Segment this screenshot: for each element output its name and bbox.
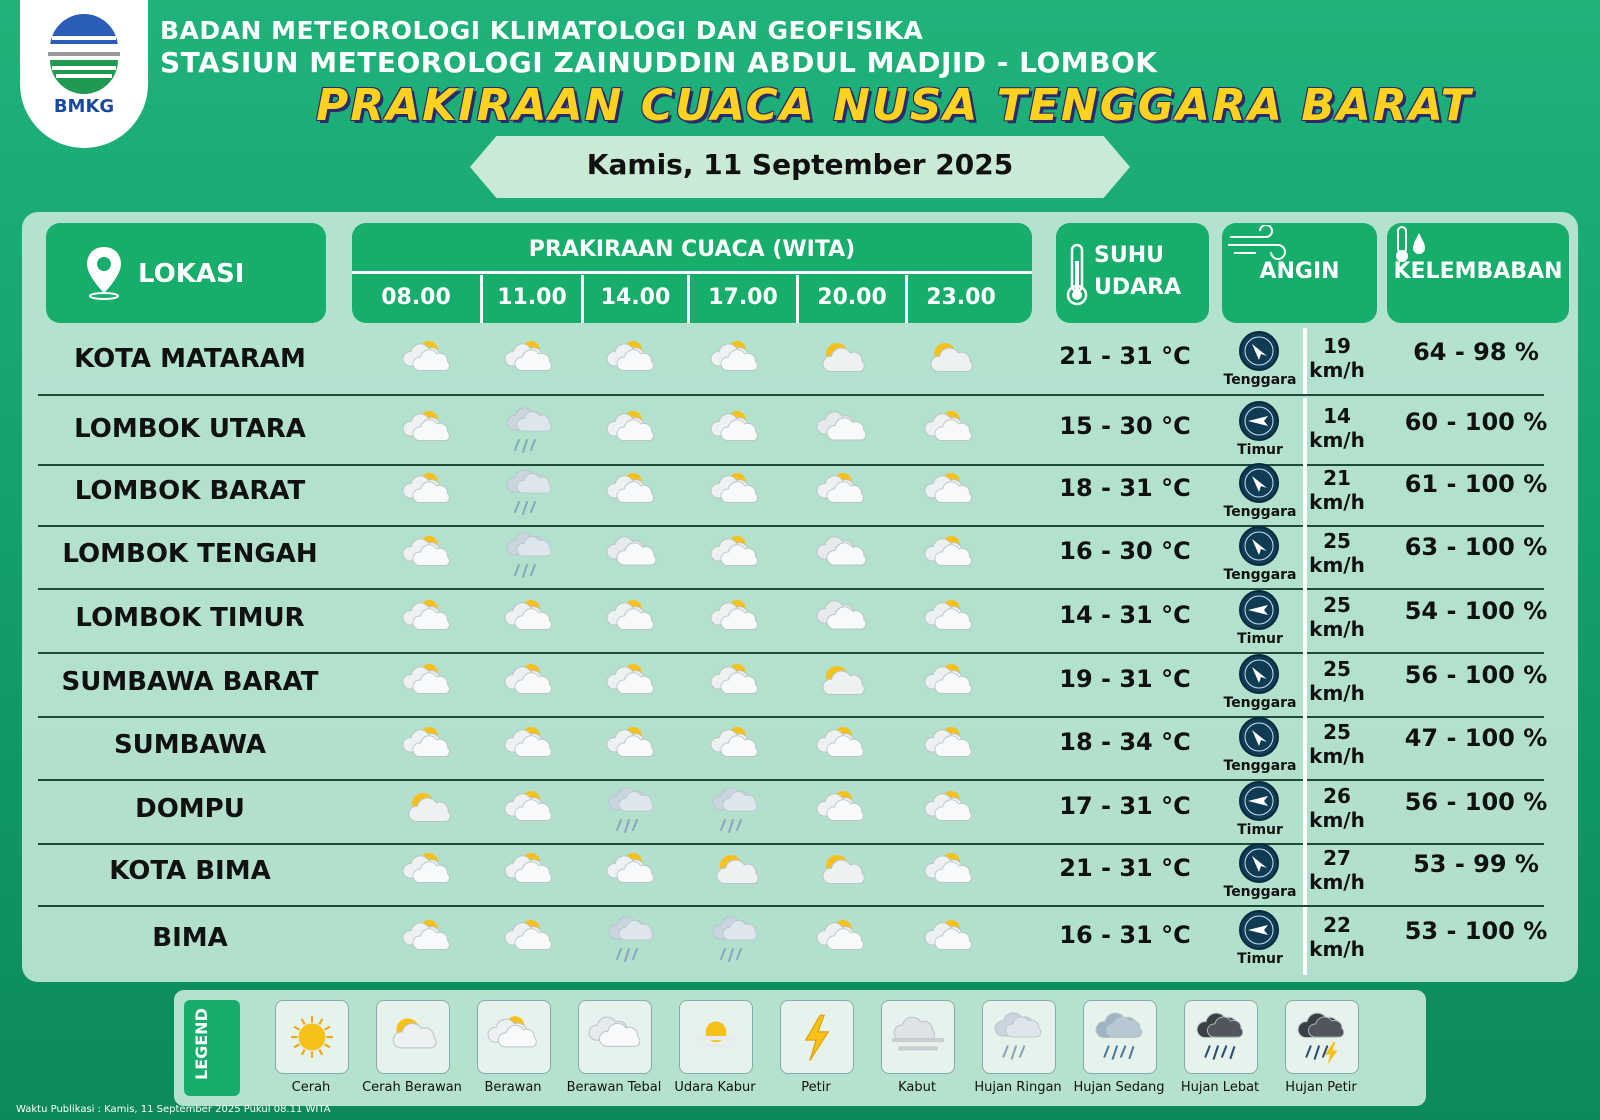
row-humidity: 61 - 100 %: [1404, 470, 1548, 498]
row-wind-unit: km/h: [1309, 553, 1365, 577]
cerah-berawan-icon: [400, 786, 456, 840]
berawan-icon: [814, 786, 870, 840]
row-wind-direction: Tenggara: [1223, 758, 1297, 774]
row-humidity: 56 - 100 %: [1404, 788, 1548, 816]
row-humidity: 53 - 100 %: [1404, 917, 1548, 945]
row-temperature: 21 - 31 °C: [1059, 854, 1191, 882]
forecast-title: PRAKIRAAN CUACA (WITA): [528, 237, 856, 262]
legend-item-label: Berawan: [484, 1080, 542, 1095]
legend-item-label: Hujan Sedang: [1073, 1080, 1165, 1095]
agency-name: BADAN METEOROLOGI KLIMATOLOGI DAN GEOFISIKA: [160, 16, 924, 45]
berawan-icon: [502, 915, 558, 969]
row-wind-unit: km/h: [1309, 808, 1365, 832]
compass-icon: [1238, 400, 1280, 446]
page-title: PRAKIRAAN CUACA NUSA TENGGARA BARAT: [316, 80, 1473, 131]
legend-item-label: Cerah: [291, 1080, 331, 1095]
berawan-icon: [708, 468, 764, 522]
berawan-icon: [922, 468, 978, 522]
berawan-icon: [400, 595, 456, 649]
berawan-icon: [502, 786, 558, 840]
legend-item-label: Cerah Berawan: [362, 1080, 462, 1095]
row-divider: [38, 716, 1544, 718]
berawan-icon: [502, 336, 558, 390]
location-pin-icon: [84, 245, 124, 301]
kelembaban-label: KELEMBABAN: [1393, 259, 1563, 284]
row-divider: [38, 525, 1544, 527]
row-location: BIMA: [152, 923, 228, 953]
cerah-icon: [275, 1000, 349, 1074]
hujan-petir-icon: [1285, 1000, 1359, 1074]
header-lokasi: [46, 223, 326, 323]
hujan-ringan-icon: [708, 786, 764, 840]
berawan-tebal-icon: [604, 531, 660, 585]
berawan-icon: [814, 915, 870, 969]
berawan-icon: [477, 1000, 551, 1074]
row-wind-speed: 25: [1323, 529, 1351, 553]
berawan-icon: [708, 595, 764, 649]
header-kelembaban: [1387, 223, 1569, 323]
row-humidity: 63 - 100 %: [1404, 533, 1548, 561]
berawan-icon: [400, 659, 456, 713]
row-temperature: 19 - 31 °C: [1059, 665, 1191, 693]
row-wind-speed: 14: [1323, 404, 1351, 428]
row-wind-speed: 26: [1323, 784, 1351, 808]
berawan-tebal-icon: [814, 531, 870, 585]
compass-icon: [1238, 909, 1280, 955]
hujan-ringan-icon: [708, 915, 764, 969]
row-temperature: 17 - 31 °C: [1059, 792, 1191, 820]
time-slot: 11.00: [497, 285, 567, 310]
berawan-icon: [604, 722, 660, 776]
row-wind-speed: 22: [1323, 913, 1351, 937]
berawan-icon: [604, 406, 660, 460]
berawan-icon: [708, 531, 764, 585]
row-divider: [38, 652, 1544, 654]
compass-icon: [1238, 330, 1280, 376]
berawan-icon: [400, 848, 456, 902]
hujan-sedang-icon: [1083, 1000, 1157, 1074]
time-slot: 20.00: [817, 285, 887, 310]
berawan-tebal-icon: [578, 1000, 652, 1074]
station-name: STASIUN METEOROLOGI ZAINUDDIN ABDUL MADJID - LOMBOK: [160, 46, 1158, 79]
legend-item-label: Hujan Petir: [1285, 1080, 1357, 1095]
row-wind-direction: Timur: [1237, 442, 1283, 458]
row-humidity: 53 - 99 %: [1413, 850, 1539, 878]
row-wind-unit: km/h: [1309, 744, 1365, 768]
hujan-ringan-icon: [604, 915, 660, 969]
row-temperature: 18 - 34 °C: [1059, 728, 1191, 756]
compass-icon: [1238, 462, 1280, 508]
row-location: LOMBOK TIMUR: [75, 603, 305, 633]
berawan-icon: [922, 531, 978, 585]
header-forecast: [352, 223, 1032, 323]
row-wind-direction: Tenggara: [1223, 695, 1297, 711]
header-angin: [1222, 223, 1377, 323]
berawan-icon: [604, 336, 660, 390]
legend-item-label: Berawan Tebal: [566, 1080, 662, 1095]
bmkg-logo: [20, 0, 148, 148]
row-temperature: 16 - 31 °C: [1059, 921, 1191, 949]
row-wind-unit: km/h: [1309, 428, 1365, 452]
berawan-icon: [400, 406, 456, 460]
compass-icon: [1238, 653, 1280, 699]
berawan-icon: [502, 848, 558, 902]
berawan-tebal-icon: [814, 406, 870, 460]
row-wind-unit: km/h: [1309, 490, 1365, 514]
cerah-berawan-icon: [922, 336, 978, 390]
berawan-icon: [814, 468, 870, 522]
legend-label: LEGEND: [192, 1008, 211, 1080]
berawan-icon: [922, 595, 978, 649]
berawan-icon: [922, 659, 978, 713]
row-location: SUMBAWA: [113, 730, 267, 760]
berawan-icon: [708, 659, 764, 713]
row-wind-speed: 21: [1323, 466, 1351, 490]
row-temperature: 16 - 30 °C: [1059, 537, 1191, 565]
berawan-icon: [922, 722, 978, 776]
wind-divider: [1303, 398, 1307, 466]
time-slot: 17.00: [708, 285, 778, 310]
petir-icon: [780, 1000, 854, 1074]
row-divider: [38, 588, 1544, 590]
row-divider: [38, 394, 1544, 396]
row-wind-speed: 27: [1323, 846, 1351, 870]
row-wind-unit: km/h: [1309, 937, 1365, 961]
row-location: LOMBOK UTARA: [74, 414, 306, 444]
time-slot: 08.00: [381, 285, 451, 310]
compass-icon: [1238, 716, 1280, 762]
compass-icon: [1238, 525, 1280, 571]
row-location: LOMBOK BARAT: [74, 476, 306, 506]
cerah-berawan-icon: [376, 1000, 450, 1074]
legend-item-label: Petir: [801, 1080, 831, 1095]
berawan-icon: [604, 468, 660, 522]
legend-item-label: Hujan Ringan: [974, 1080, 1062, 1095]
row-temperature: 18 - 31 °C: [1059, 474, 1191, 502]
suhu-label-2: UDARA: [1094, 275, 1182, 300]
row-wind-direction: Timur: [1237, 951, 1283, 967]
wind-divider: [1303, 778, 1307, 846]
berawan-tebal-icon: [814, 595, 870, 649]
berawan-icon: [922, 848, 978, 902]
wind-divider: [1303, 714, 1307, 782]
berawan-icon: [604, 659, 660, 713]
row-location: KOTA MATARAM: [74, 344, 306, 374]
wind-divider: [1303, 523, 1307, 591]
hujan-ringan-icon: [982, 1000, 1056, 1074]
kabut-icon: [881, 1000, 955, 1074]
row-divider: [38, 779, 1544, 781]
lokasi-label: LOKASI: [138, 259, 245, 289]
wind-divider: [1303, 328, 1307, 396]
cerah-berawan-icon: [814, 659, 870, 713]
row-location: LOMBOK TENGAH: [62, 539, 318, 569]
row-wind-direction: Tenggara: [1223, 884, 1297, 900]
wind-divider: [1303, 840, 1307, 908]
row-humidity: 47 - 100 %: [1404, 724, 1548, 752]
legend-tag: [184, 1000, 240, 1096]
row-divider: [38, 843, 1544, 845]
cerah-berawan-icon: [708, 848, 764, 902]
berawan-icon: [708, 722, 764, 776]
udara-kabur-icon: [679, 1000, 753, 1074]
berawan-icon: [604, 595, 660, 649]
hujan-ringan-icon: [502, 531, 558, 585]
forecast-divider: [352, 271, 1032, 274]
time-slot: 23.00: [926, 285, 996, 310]
berawan-icon: [604, 848, 660, 902]
cerah-berawan-icon: [814, 336, 870, 390]
row-wind-unit: km/h: [1309, 617, 1365, 641]
row-humidity: 54 - 100 %: [1404, 597, 1548, 625]
row-humidity: 60 - 100 %: [1404, 408, 1548, 436]
forecast-date: Kamis, 11 September 2025: [586, 148, 1014, 181]
compass-icon: [1238, 842, 1280, 888]
berawan-icon: [502, 659, 558, 713]
header-suhu: [1056, 223, 1209, 323]
hujan-ringan-icon: [502, 468, 558, 522]
angin-label: ANGIN: [1259, 259, 1340, 284]
row-wind-direction: Tenggara: [1223, 504, 1297, 520]
compass-icon: [1238, 780, 1280, 826]
row-wind-unit: km/h: [1309, 681, 1365, 705]
berawan-icon: [400, 915, 456, 969]
wind-divider: [1303, 907, 1307, 975]
hujan-lebat-icon: [1184, 1000, 1258, 1074]
row-location: DOMPU: [135, 794, 245, 824]
row-temperature: 21 - 31 °C: [1059, 342, 1191, 370]
berawan-icon: [400, 722, 456, 776]
hujan-ringan-icon: [604, 786, 660, 840]
berawan-icon: [814, 722, 870, 776]
legend-item-label: Hujan Lebat: [1180, 1080, 1260, 1095]
legend-item-label: Udara Kabur: [674, 1080, 756, 1095]
row-humidity: 56 - 100 %: [1404, 661, 1548, 689]
berawan-icon: [502, 595, 558, 649]
berawan-icon: [400, 531, 456, 585]
wind-icon: [1226, 225, 1290, 263]
bmkg-logo-icon: [44, 14, 124, 94]
hujan-ringan-icon: [502, 406, 558, 460]
row-wind-unit: km/h: [1309, 358, 1365, 382]
thermometer-icon: [1064, 243, 1090, 307]
row-wind-unit: km/h: [1309, 870, 1365, 894]
berawan-icon: [922, 786, 978, 840]
berawan-icon: [400, 336, 456, 390]
row-wind-direction: Timur: [1237, 822, 1283, 838]
berawan-icon: [922, 406, 978, 460]
berawan-icon: [922, 915, 978, 969]
row-location: KOTA BIMA: [109, 856, 271, 886]
row-wind-direction: Timur: [1237, 631, 1283, 647]
publication-time: Waktu Publikasi : Kamis, 11 September 2025 Pukul 08.11 WITA: [16, 1104, 331, 1115]
row-temperature: 14 - 31 °C: [1059, 601, 1191, 629]
row-humidity: 64 - 98 %: [1413, 338, 1539, 366]
legend-item-label: Kabut: [898, 1080, 936, 1095]
row-wind-direction: Tenggara: [1223, 372, 1297, 388]
row-temperature: 15 - 30 °C: [1059, 412, 1191, 440]
row-wind-speed: 25: [1323, 720, 1351, 744]
wind-divider: [1303, 651, 1307, 719]
berawan-icon: [502, 722, 558, 776]
cerah-berawan-icon: [814, 848, 870, 902]
wind-divider: [1303, 587, 1307, 655]
berawan-icon: [708, 336, 764, 390]
row-location: SUMBAWA BARAT: [61, 667, 319, 697]
row-wind-speed: 25: [1323, 657, 1351, 681]
logo-text: BMKG: [53, 96, 115, 117]
suhu-label-1: SUHU: [1094, 243, 1164, 268]
time-slot: 14.00: [600, 285, 671, 310]
compass-icon: [1238, 589, 1280, 635]
row-divider: [38, 905, 1544, 907]
berawan-icon: [708, 406, 764, 460]
wind-divider: [1303, 460, 1307, 528]
row-wind-direction: Tenggara: [1223, 567, 1297, 583]
row-wind-speed: 25: [1323, 593, 1351, 617]
row-wind-speed: 19: [1323, 334, 1351, 358]
berawan-icon: [400, 468, 456, 522]
